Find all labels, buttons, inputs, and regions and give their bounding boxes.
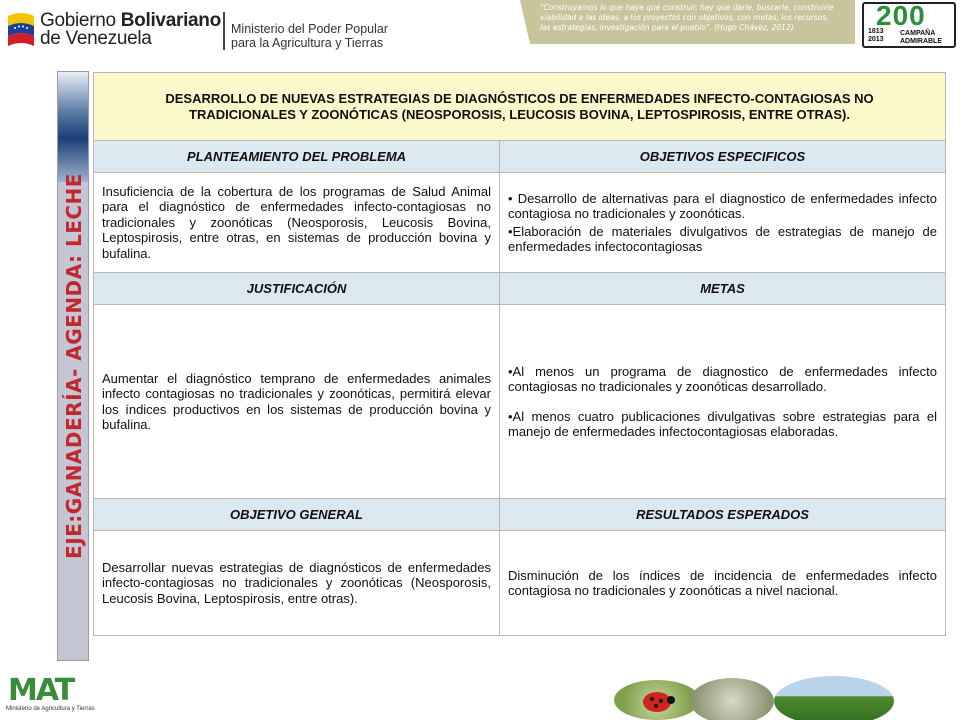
resultados-heading: RESULTADOS ESPERADOS <box>500 499 946 531</box>
justificacion-heading: JUSTIFICACIÓN <box>94 273 500 305</box>
objetivos-list <box>500 173 946 273</box>
mat-logo-subtitle: Ministerio de Agricultura y Tierras <box>6 706 95 712</box>
page-header <box>0 0 960 58</box>
planteamiento-text: Insuficiencia de la cobertura de los programas de Salud Animal para el diagnóstico de enfermedades infecto-contagiosas no tradicionales y zoonóticas (Neosporosis, Leucosis Bovina, Leptospirosis, entre otras, en sistemas de producción bovina y bufalina. <box>94 173 500 273</box>
campaign-logo-number: 200 <box>876 0 926 31</box>
strategy-table <box>93 72 946 636</box>
table-header-row <box>94 273 946 305</box>
sidebar-label: EJE:GANADERÍA- AGENDA: LECHE <box>62 173 86 559</box>
list-item: •Al menos un programa de diagnostico de enfermedades infecto contagiosas no tradicionales y zoonóticas desarrollado. <box>508 363 937 394</box>
ladybug-photo <box>614 680 700 720</box>
list-item: •Al menos cuatro publicaciones divulgativas sobre estrategias para el manejo de enfermedades infectocontagiosas elaboradas. <box>508 408 937 439</box>
government-name <box>40 12 230 48</box>
table-header-row <box>94 499 946 531</box>
objetivo-general-text: Desarrollar nuevas estrategias de diagnósticos de enfermedades infecto-contagiosas no tradicionales y zoonóticas (Neosporosis, Leucosis Bovina, Leptospirosis, entre otras). <box>94 531 500 636</box>
table-title-row <box>94 73 946 141</box>
header-quote: "Construyamos lo que haya que construir, hay que darle, buscarle, construirle viabilidad a las ideas, a los proyectos con objetivos, con metas, los recursos, las estrategias, investigación para el pueblo". (Hugo Chávez, 2012) <box>540 3 834 32</box>
government-name-line2: de Venezuela <box>40 28 152 49</box>
cattle-photo <box>690 678 774 720</box>
resultados-text: Disminución de los índices de incidencia de enfermedades infecto contagiosa no tradicionales y zoonóticas a nivel nacional. <box>500 531 946 636</box>
list-item: •Elaboración de materiales divulgativos de estrategias de manejo de enfermedades infectocontagiosas <box>508 223 937 254</box>
campaign-logo-text: CAMPAÑA ADMIRABLE <box>900 30 942 45</box>
objetivo-general-heading: OBJETIVO GENERAL <box>94 499 500 531</box>
planteamiento-heading: PLANTEAMIENTO DEL PROBLEMA <box>94 141 500 173</box>
table-row <box>94 531 946 636</box>
government-name-line1: Gobierno Bolivariano <box>40 10 221 31</box>
table-row <box>94 305 946 499</box>
objetivos-heading: OBJETIVOS ESPECIFICOS <box>500 141 946 173</box>
header-divider <box>223 12 225 50</box>
metas-list <box>500 305 946 499</box>
table-row <box>94 173 946 273</box>
ladybug-icon <box>614 680 700 720</box>
ministry-name <box>231 22 388 50</box>
ministry-line1: Ministerio del Poder Popular <box>231 22 389 36</box>
mat-logo: MAT <box>8 673 74 708</box>
ministry-line2: para la Agricultura y Tierras <box>231 36 384 50</box>
field-photo <box>774 676 894 720</box>
table-title: DESARROLLO DE NUEVAS ESTRATEGIAS DE DIAGNÓSTICOS DE ENFERMEDADES INFECTO-CONTAGIOSAS NO TRADICIONALES Y ZOONÓTICAS (NEOSPOROSIS, LEUCOSIS BOVINA, LEPTOSPIROSIS, ENTRE OTRAS). <box>94 73 946 141</box>
metas-heading: METAS <box>500 273 946 305</box>
list-item: • Desarrollo de alternativas para el diagnostico de enfermedades infecto contagiosa no tradicionales y zoonóticas. <box>508 190 937 221</box>
sidebar-photo <box>58 72 88 182</box>
table-header-row <box>94 141 946 173</box>
venezuela-flag-icon <box>6 10 36 50</box>
campaign-logo <box>862 2 956 48</box>
justificacion-text: Aumentar el diagnóstico temprano de enfermedades animales infecto contagiosas no tradicionales y zoonóticas, permitirá elevar los índices productivos en los sistemas de producción bovina y bufalina. <box>94 305 500 499</box>
campaign-logo-years: 1813 2013 <box>868 28 884 43</box>
